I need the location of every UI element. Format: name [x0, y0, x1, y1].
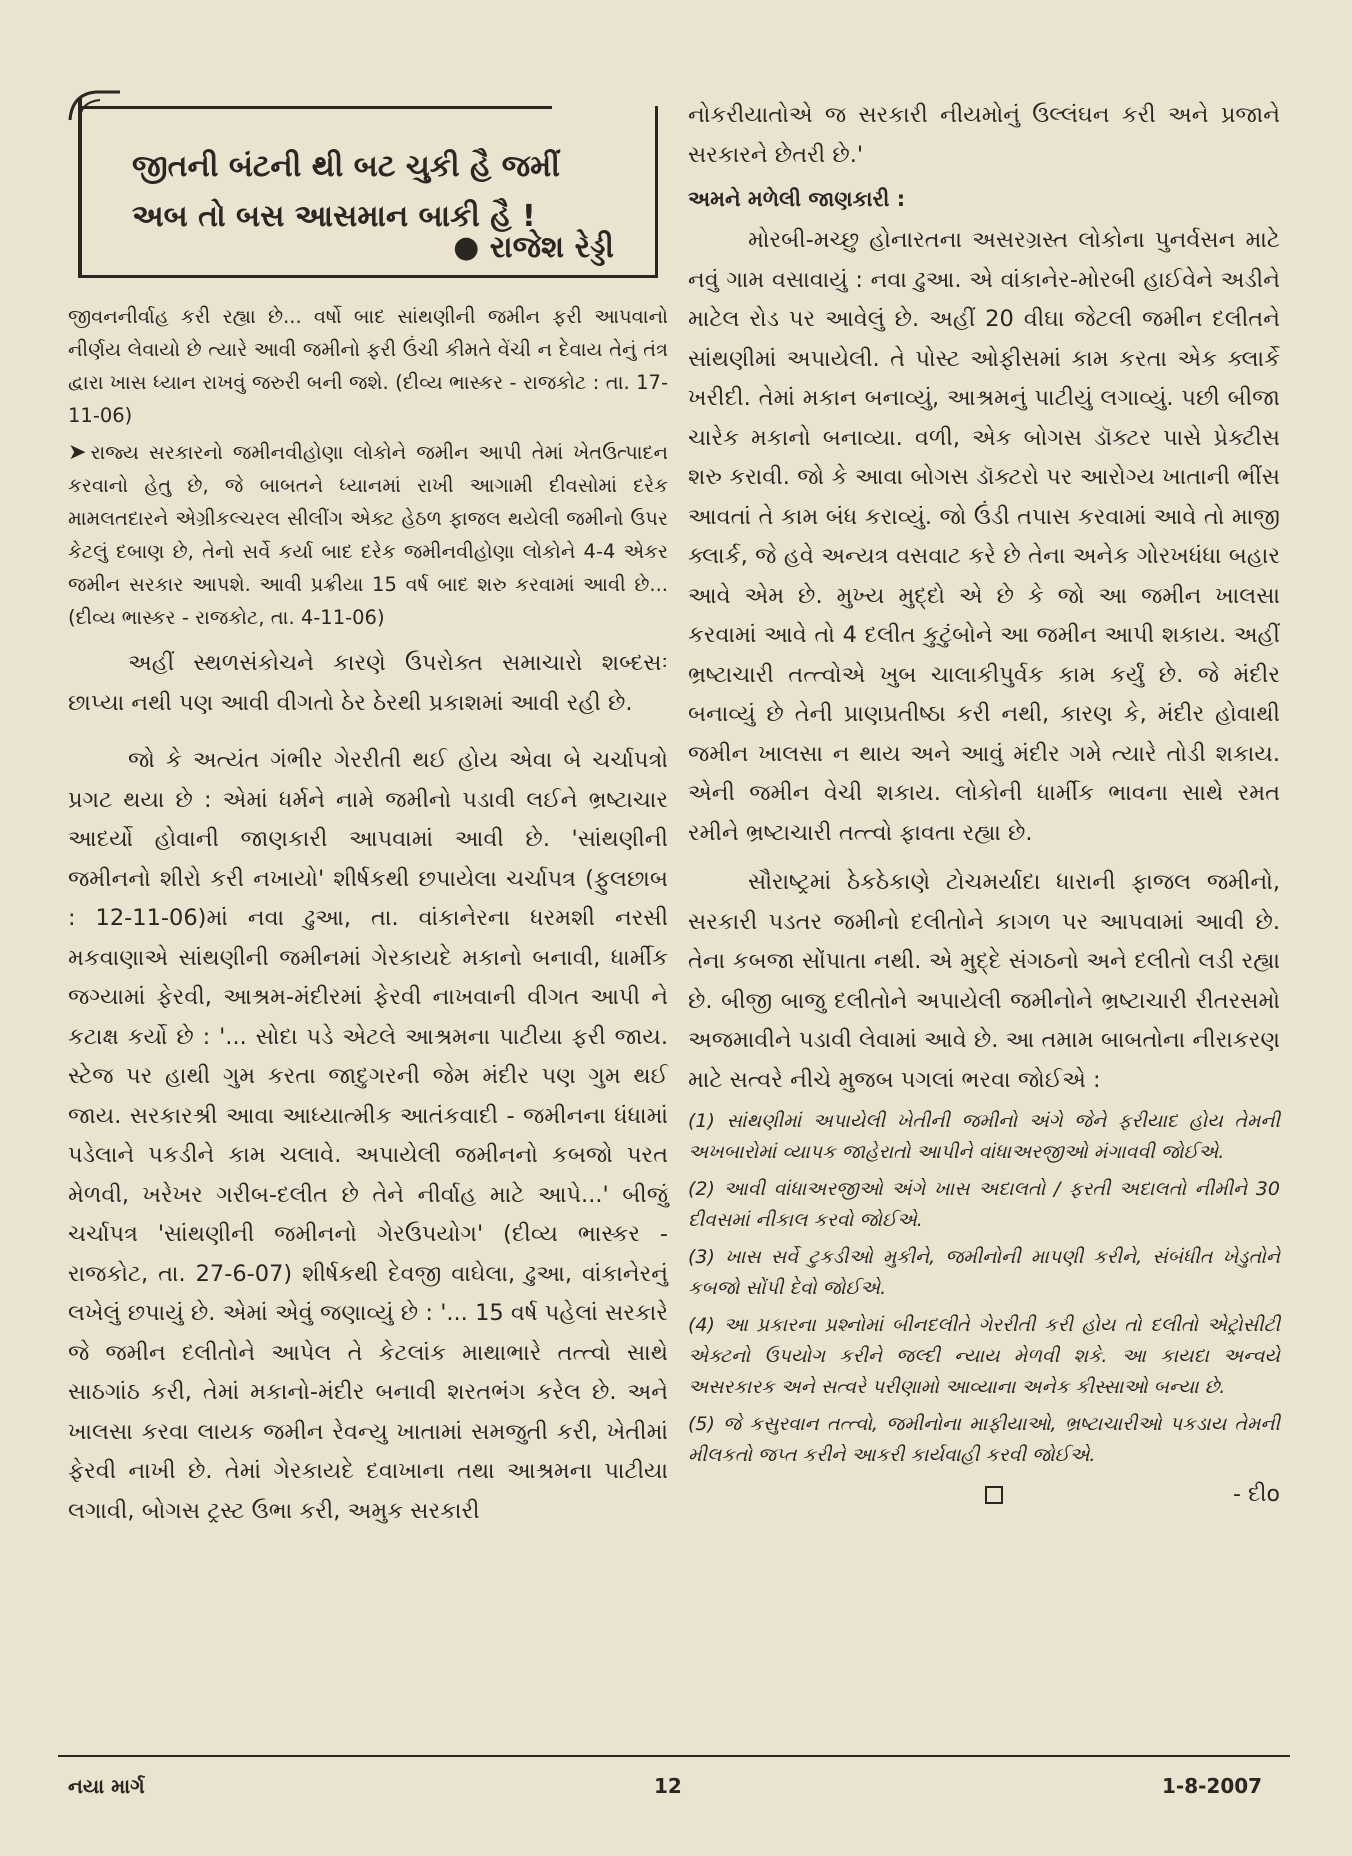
right-body — [688, 96, 1280, 1515]
paragraph: નોકરીયાતોએ જ સરકારી નીયમોનું ઉલ્લંઘન કરી અને પ્રજાને સરકારને છેતરી છે.' — [688, 102, 1280, 168]
paragraph: સૌરાષ્ટ્રમાં ઠેકઠેકાણે ટોચમર્યાદા ધારાની ફાજલ જમીનો, સરકારી પડતર જમીનો દલીતોને કાગળ પર આપવામાં આવી છે. તેના કબજા સોંપાતા નથી. એ મુદ્દે સંગઠનો અને દલીતો લડી રહ્યા છે. બીજી બાજુ દલીતોને અપાયેલી જમીનોને ભ્રષ્ટાચારી રીતરસમો અજમાવીને પડાવી લેવામાં આવે છે. આ તમામ બાબતોના નીરાકરણ માટે સત્વરે નીચે મુજબ પગલાં ભરવા જોઈએ : — [688, 869, 1280, 1093]
list-item: (2) આવી વાંધાઅરજીઓ અંગે ખાસ અદાલતો / ફરતી અદાલતો નીમીને 30 દીવસમાં નીકાલ કરવો જોઈએ. — [688, 1178, 1280, 1231]
quote-line-2: અબ તો બસ આસમાન બાકી હૈ ! — [132, 199, 536, 234]
quote-author: ● રાજેશ રેડ્ડી — [453, 230, 614, 265]
corner-flourish-icon — [66, 86, 122, 124]
quote-border-top — [82, 106, 552, 109]
paragraph-bullet — [68, 436, 668, 634]
list-item: (3) ખાસ સર્વે ટુકડીઓ મુકીને, જમીનોની માપણી કરીને, સંબંધીત ખેડુતોને કબજો સોંપી દેવો જોઈએ. — [688, 1246, 1280, 1299]
left-column — [68, 90, 668, 1531]
list-item: (4) આ પ્રકારના પ્રશ્નોમાં બીનદલીતે ગેરરીતી કરી હોય તો દલીતો એટ્રોસીટી એક્ટનો ઉપયોગ કરીને જલ્દી ન્યાય મેળવી શકે. આ કાયદા અન્વયે અસરકારક અને સત્વરે પરીણામો આવ્યાના અનેક કીસ્સાઓ બન્યા છે. — [688, 1314, 1280, 1398]
quote-text — [132, 142, 632, 242]
quote-line-1: જીતની બંટની થી બટ ચુકી હૈ જમીં — [132, 149, 560, 184]
end-mark-icon — [985, 1486, 1003, 1504]
paragraph: મોરબી-મચ્છુ હોનારતના અસરગ્રસ્ત લોકોના પુનર્વસન માટે નવું ગામ વસાવાયું : નવા ઢુઆ. એ વાંકાનેર-મોરબી હાઈવેને અડીને માટેલ રોડ પર આવેલું છે. અહીં 20 વીઘા જેટલી જમીન દલીતને સાંથણીમાં અપાયેલી. તે પોસ્ટ ઓફીસમાં કામ કરતા એક ક્લાર્કે ખરીદી. તેમાં મકાન બનાવ્યું, આશ્રમનું પાટીયું લગાવ્યું. પછી બીજા ચારેક મકાનો બનાવ્યા. વળી, એક બોગસ ડૉક્ટર પાસે પ્રેક્ટીસ શરુ કરાવી. જો કે આવા બોગસ ડૉક્ટરો પર આરોગ્ય ખાતાની ભીંસ આવતાં તે કામ બંધ કરાવ્યું. જો ઉંડી તપાસ કરવામાં આવે તો માજી ક્લાર્ક, જે હવે અન્યત્ર વસવાટ કરે છે તેના અનેક ગોરખધંધા બહાર આવે એમ છે. મુખ્ય મુદ્દો એ છે કે જો આ જમીન ખાલસા કરવામાં આવે તો 4 દલીત કુટુંબોને આ જમીન આપી શકાય. અહીં ભ્રષ્ટાચારી તત્ત્વોએ ખુબ ચાલાકીપુર્વક કામ કર્યું છે. જે મંદીર બનાવ્યું છે તેની પ્રાણપ્રતીષ્ઠા કરી નથી, કારણ કે, મંદીર હોવાથી જમીન ખાલસા ન થાય અને આવું મંદીર ગમે ત્યારે તોડી શકાય. એની જમીન વેચી શકાય. લોકોની ધાર્મીક ભાવના સાથે રમત રમીને ભ્રષ્ટાચારી તત્ત્વો ફાવતા રહ્યા છે. — [688, 227, 1280, 846]
paragraph-text: રાજ્ય સરકારનો જમીનવીહોણા લોકોને જમીન આપી તેમાં ખેતઉત્પાદન કરવાનો હેતુ છે, જે બાબતને ધ્યાનમાં રાખી આગામી દીવસોમાં દરેક મામલતદારને એગ્રીકલ્ચરલ સીલીંગ એક્ટ હેઠળ ફાજલ થયેલી જમીનો ઉપર કેટલું દબાણ છે, તેનો સર્વે કર્યા બાદ દરેક જમીનવીહોણા લોકોને 4-4 એકર જમીન સરકાર આપશે. આવી પ્રક્રીયા 15 વર્ષ બાદ શરુ કરવામાં આવી છે... (દીવ્ય ભાસ્કર - રાજકોટ, તા. 4-11-06) — [68, 441, 668, 629]
quote-box — [78, 98, 658, 278]
issue-date: 1-8-2007 — [1162, 1774, 1263, 1798]
signature: - દીo — [1233, 1482, 1280, 1507]
paragraph: અહીં સ્થળસંકોચને કારણે ઉપરોક્ત સમાચારો શબ્દસઃ છાપ્યા નથી પણ આવી વીગતો ઠેર ઠેરથી પ્રકાશમાં આવી રહી છે. — [68, 650, 668, 716]
signature-row — [688, 1475, 1280, 1515]
left-body — [68, 300, 668, 1531]
right-column — [688, 96, 1280, 1515]
quote-border-right — [655, 106, 658, 276]
paragraph: જીવનનીર્વાહ કરી રહ્યા છે... વર્ષો બાદ સાંથણીની જમીન ફરી આપવાનો નીર્ણય લેવાયો છે ત્યારે આવી જમીનો ફરી ઉંચી કીમતે વેંચી ન દેવાય તેનું તંત્ર દ્વારા ખાસ ધ્યાન રાખવું જરુરી બની જશે. (દીવ્ય ભાસ્કર - રાજકોટ : તા. 17-11-06) — [68, 305, 668, 427]
publication-name: નયા માર્ગ — [68, 1774, 145, 1798]
footer-rule — [58, 1755, 1290, 1757]
list-item: (1) સાંથણીમાં અપાયેલી ખેતીની જમીનો અંગે જેને ફરીયાદ હોય તેમની અખબારોમાં વ્યાપક જાહેરાતો આપીને વાંધાઅરજીઓ મંગાવવી જોઈએ. — [688, 1110, 1280, 1163]
section-heading: અમને મળેલી જાણકારી : — [688, 187, 906, 211]
paragraph: જો કે અત્યંત ગંભીર ગેરરીતી થઈ હોય એવા બે ચર્ચાપત્રો પ્રગટ થયા છે : એમાં ધર્મને નામે જમીનો પડાવી લઈને ભ્રષ્ટાચાર આદર્યો હોવાની જાણકારી આપવામાં આવી છે. 'સાંથણીની જમીનનો શીરો કરી નખાયો' શીર્ષકથી છપાયેલા ચર્ચાપત્ર (ફુલછાબ : 12-11-06)માં નવા ઢુઆ, તા. વાંકાનેરના ધરમશી નરસી મકવાણાએ સાંથણીની જમીનમાં ગેરકાયદે મકાનો બનાવી, ધાર્મીક જગ્યામાં ફેરવી, આશ્રમ-મંદીરમાં ફેરવી નાખવાની વીગત આપી ને કટાક્ષ કર્યો છે : '... સોદા પડે એટલે આશ્રમના પાટીયા ફરી જાય. સ્ટેજ પર હાથી ગુમ કરતા જાદુગરની જેમ મંદીર પણ ગુમ થઈ જાય. સરકારશ્રી આવા આધ્યાત્મીક આતંકવાદી - જમીનના ધંધામાં પડેલાને પકડીને કામ ચલાવે. અપાયેલી જમીનનો કબજો પરત મેળવી, ખરેખર ગરીબ-દલીત છે તેને નીર્વાહ માટે આપે...' બીજું ચર્ચાપત્ર 'સાંથણીની જમીનનો ગેરઉપયોગ' (દીવ્ય ભાસ્કર - રાજકોટ, તા. 27-6-07) શીર્ષકથી દેવજી વાઘેલા, ઢુઆ, વાંકાનેરનું લખેલું છપાયું છે. એમાં એવું જણાવ્યું છે : '... 15 વર્ષ પહેલાં સરકારે જે જમીન દલીતોને આપેલ તે કેટલાંક માથાભારે તત્ત્વો સાથે સાઠગાંઠ કરી, તેમાં મકાનો-મંદીર બનાવી શરતભંગ કરેલ છે. અને ખાલસા કરવા લાયક જમીન રેવન્યુ ખાતામાં સમજુતી કરી, ખેતીમાં ફેરવી નાખી છે. તેમાં ગેરકાયદે દવાખાના તથા આશ્રમના પાટીયા લગાવી, બોગસ ટ્રસ્ટ ઉભા કરી, અમુક સરકારી — [68, 747, 669, 1524]
page-number: 12 — [654, 1774, 682, 1798]
list-item: (5) જે કસુરવાન તત્ત્વો, જમીનોના માફીયાઓ, ભ્રષ્ટાચારીઓ પકડાય તેમની મીલકતો જપ્ત કરીને આકરી કાર્યવાહી કરવી જોઈએ. — [688, 1413, 1280, 1466]
arrow-icon: ➤ — [68, 440, 87, 465]
